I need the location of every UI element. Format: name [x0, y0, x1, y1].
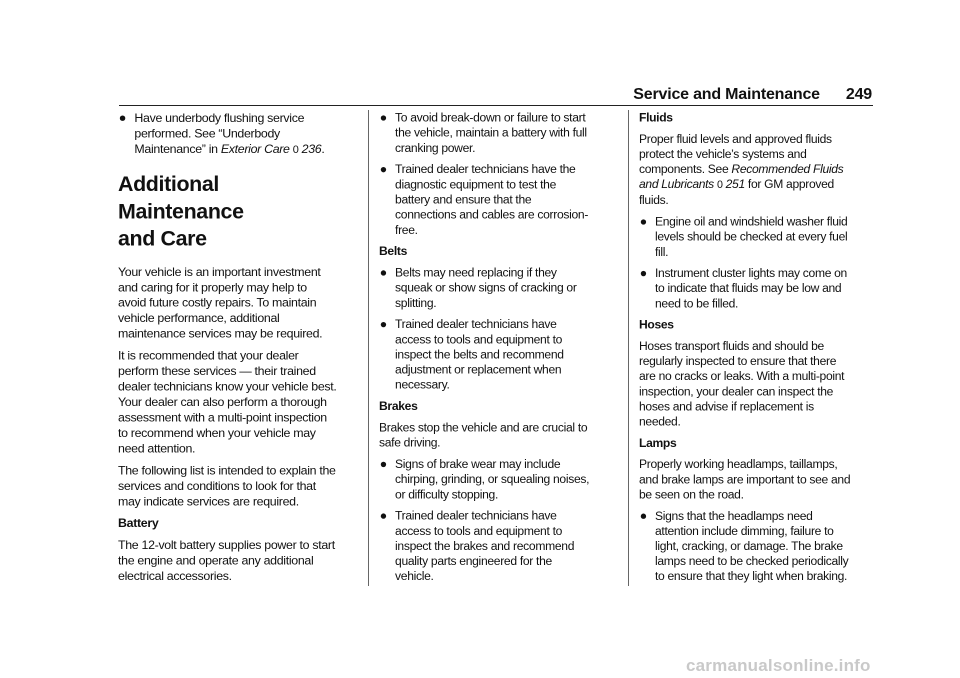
paragraph: Hoses transport fluids and should be regularly inspected to ensure that there are no cracks or leaks. With a multi-point inspection, your dealer can inspect the hoses and advise if replacement is needed.: [639, 339, 845, 429]
list-item: Signs of brake wear may include chirping, grinding, or squealing noises, or difficulty stopping.: [379, 456, 593, 501]
column-divider-1: [368, 110, 369, 586]
bullet-icon: [641, 219, 646, 224]
bullet-icon: [641, 271, 646, 276]
fluids-heading: Fluids: [639, 110, 673, 125]
list-item: Belts may need replacing if they squeak or show signs of cracking or splitting.: [379, 265, 593, 310]
section-name: Service and Maintenance: [633, 86, 820, 103]
battery-heading: Battery: [118, 516, 159, 530]
bullet-icon: [120, 115, 125, 120]
page-ref-arrow-icon: 0: [716, 178, 723, 191]
bullet-icon: [641, 514, 646, 519]
list-item: Trained dealer technicians have access to tools and equipment to inspect the belts and recommend adjustment or replacement when necessary.: [379, 317, 593, 393]
list-item: Instrument cluster lights may come on to indicate that fluids may be low and need to be filled.: [639, 266, 852, 311]
page-ref[interactable]: 251: [725, 177, 745, 191]
list-item: To avoid break-down or failure to start the vehicle, maintain a battery with full cranking power.: [379, 110, 593, 155]
lamps-heading: Lamps: [639, 436, 677, 450]
paragraph: Properly working headlamps, taillamps, and brake lamps are important to see and be seen on the road.: [639, 457, 851, 502]
list-item: Engine oil and windshield washer fluid levels should be checked at every fuel fill.: [639, 214, 852, 259]
list-item: Signs that the headlamps need attention include dimming, failure to light, cracking, or damage. The brake lamps need to be checked periodically to ensure that they light when braking.: [639, 508, 852, 584]
page-ref-arrow-icon: 0: [292, 142, 299, 156]
page-ref[interactable]: 236: [301, 141, 322, 156]
bullet-icon: [381, 115, 386, 120]
column-1: [118, 110, 337, 590]
column-2: [379, 110, 593, 590]
bullet-icon: [381, 270, 386, 275]
paragraph: Proper fluid levels and approved fluids protect the vehicle’s systems and components. See Recommended Fluids and Lubricants 0 251 for GM approved fluids.: [639, 132, 844, 207]
section-title: Additional Maintenance and Care: [118, 171, 244, 251]
cross-reference[interactable]: Recommended Fluids and Lubricants: [639, 162, 844, 191]
header-rule: [119, 105, 873, 106]
bullet-icon: [381, 167, 386, 172]
bullet-icon: [381, 322, 386, 327]
paragraph: Brakes stop the vehicle and are crucial to safe driving.: [379, 420, 588, 450]
paragraph: It is recommended that your dealer perform these services — their trained dealer technicians know your vehicle best. Your dealer can also perform a thorough assessment with a multi-point inspection to recommend when your vehicle may need attention.: [118, 348, 337, 456]
paragraph: The 12-volt battery supplies power to start the engine and operate any additional electrical accessories.: [118, 538, 335, 583]
paragraph: Your vehicle is an important investment and caring for it properly may help to avoid future costly repairs. To maintain vehicle performance, additional maintenance services may be required.: [118, 264, 323, 341]
watermark: carmanualsonline.info: [686, 656, 871, 675]
list-item: Trained dealer technicians have the diagnostic equipment to test the battery and ensure that the connections and cables are corrosion-free.: [379, 162, 593, 238]
paragraph: The following list is intended to explain the services and conditions to look for that may indicate services are required.: [118, 463, 336, 509]
bullet-icon: [381, 513, 386, 518]
brakes-heading: Brakes: [379, 399, 418, 413]
column-divider-2: [628, 110, 629, 586]
page-number: 249: [845, 86, 872, 103]
list-item: Have underbody flushing service performed. See “Underbody Maintenance” in Exterior Care 0 236.: [118, 110, 337, 157]
bullet-icon: [381, 462, 386, 467]
belts-heading: Belts: [379, 244, 408, 258]
list-item: Trained dealer technicians have access to tools and equipment to inspect the brakes and recommend quality parts engineered for the vehicle.: [379, 508, 593, 584]
cross-reference[interactable]: Exterior Care: [220, 141, 290, 156]
column-3: [639, 110, 852, 590]
hoses-heading: Hoses: [639, 318, 674, 332]
